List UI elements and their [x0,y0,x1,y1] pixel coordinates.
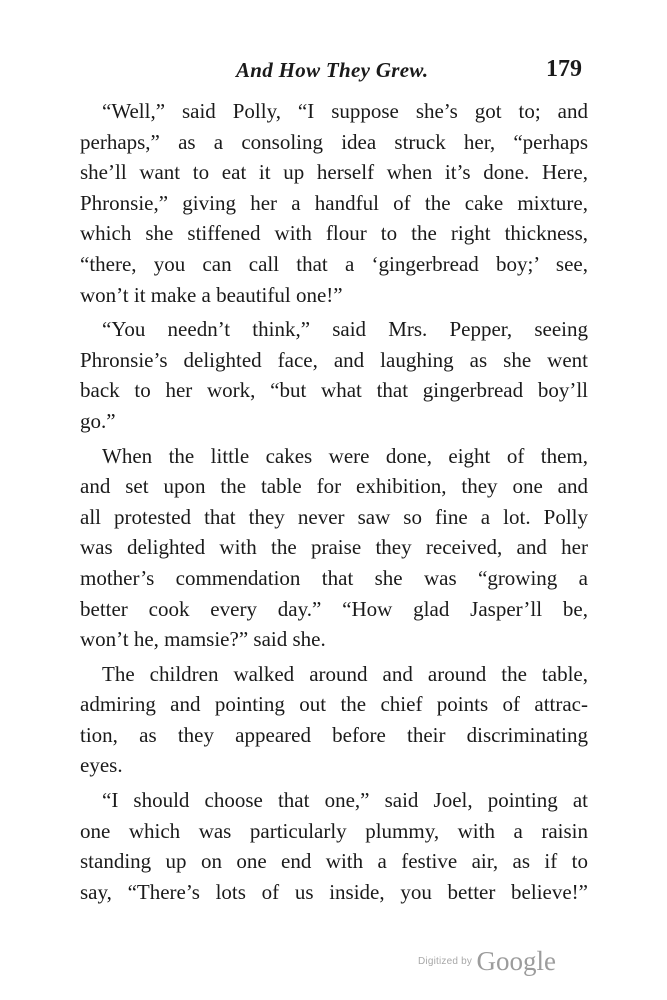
digitized-by-google-watermark [418,946,556,976]
text-line: admiring and pointing out the chief points of attrac- [80,692,588,717]
paragraph-3 [80,441,588,655]
text-line: back to her work, “but what that gingerbread boy’ll [80,378,588,403]
page-number: 179 [546,56,582,82]
text-line: “I should choose that one,” said Joel, pointing at [102,788,588,813]
paragraph-1 [80,96,588,310]
text-line: better cook every day.” “How glad Jasper’ll be, [80,596,588,621]
text-line: The children walked around and around the table, [102,661,588,686]
text-line: go.” [80,408,116,433]
google-logo: Google [476,946,557,976]
text-line: all protested that they never saw so fine a lot. Polly [80,504,588,529]
running-title: And How They Grew. [236,58,429,82]
text-line: won’t he, mamsie?” said she. [80,627,326,652]
digitized-prefix: Digitized by [418,956,473,967]
text-line: When the little cakes were done, eight of them, [102,443,588,468]
text-line: eyes. [80,753,123,778]
text-line: “Well,” said Polly, “I suppose she’s got to; and [102,99,588,123]
text-line: she’ll want to eat it up herself when it’s done. Here, [80,160,588,185]
paragraph-4 [80,659,588,781]
text-line: and set upon the table for exhibition, they one and [80,474,588,499]
text-line: was delighted with the praise they received, and her [80,535,588,560]
paragraph-5 [80,785,588,907]
body-text [80,96,588,907]
text-line: which she stiffened with flour to the right thickness, [80,221,588,246]
text-line: won’t it make a beautiful one!” [80,282,343,307]
text-line: perhaps,” as a consoling idea struck her, “perhaps [80,129,588,154]
text-line: “there, you can call that a ‘gingerbread boy;’ see, [80,251,588,276]
text-line: tion, as they appeared before their discriminating [80,722,588,747]
text-line: Phronsie,” giving her a handful of the cake mixture, [80,190,588,215]
running-head [0,52,667,88]
text-line: “You needn’t think,” said Mrs. Pepper, seeing [102,317,588,342]
text-line: mother’s commendation that she was “growing a [80,565,588,590]
text-line: standing up on one end with a festive air, as if to [80,849,588,874]
paragraph-2 [80,314,588,436]
text-line: say, “There’s lots of us inside, you better believe!” [80,879,588,904]
text-line: one which was particularly plummy, with a raisin [80,818,588,843]
text-line: Phronsie’s delighted face, and laughing as she went [80,347,588,372]
